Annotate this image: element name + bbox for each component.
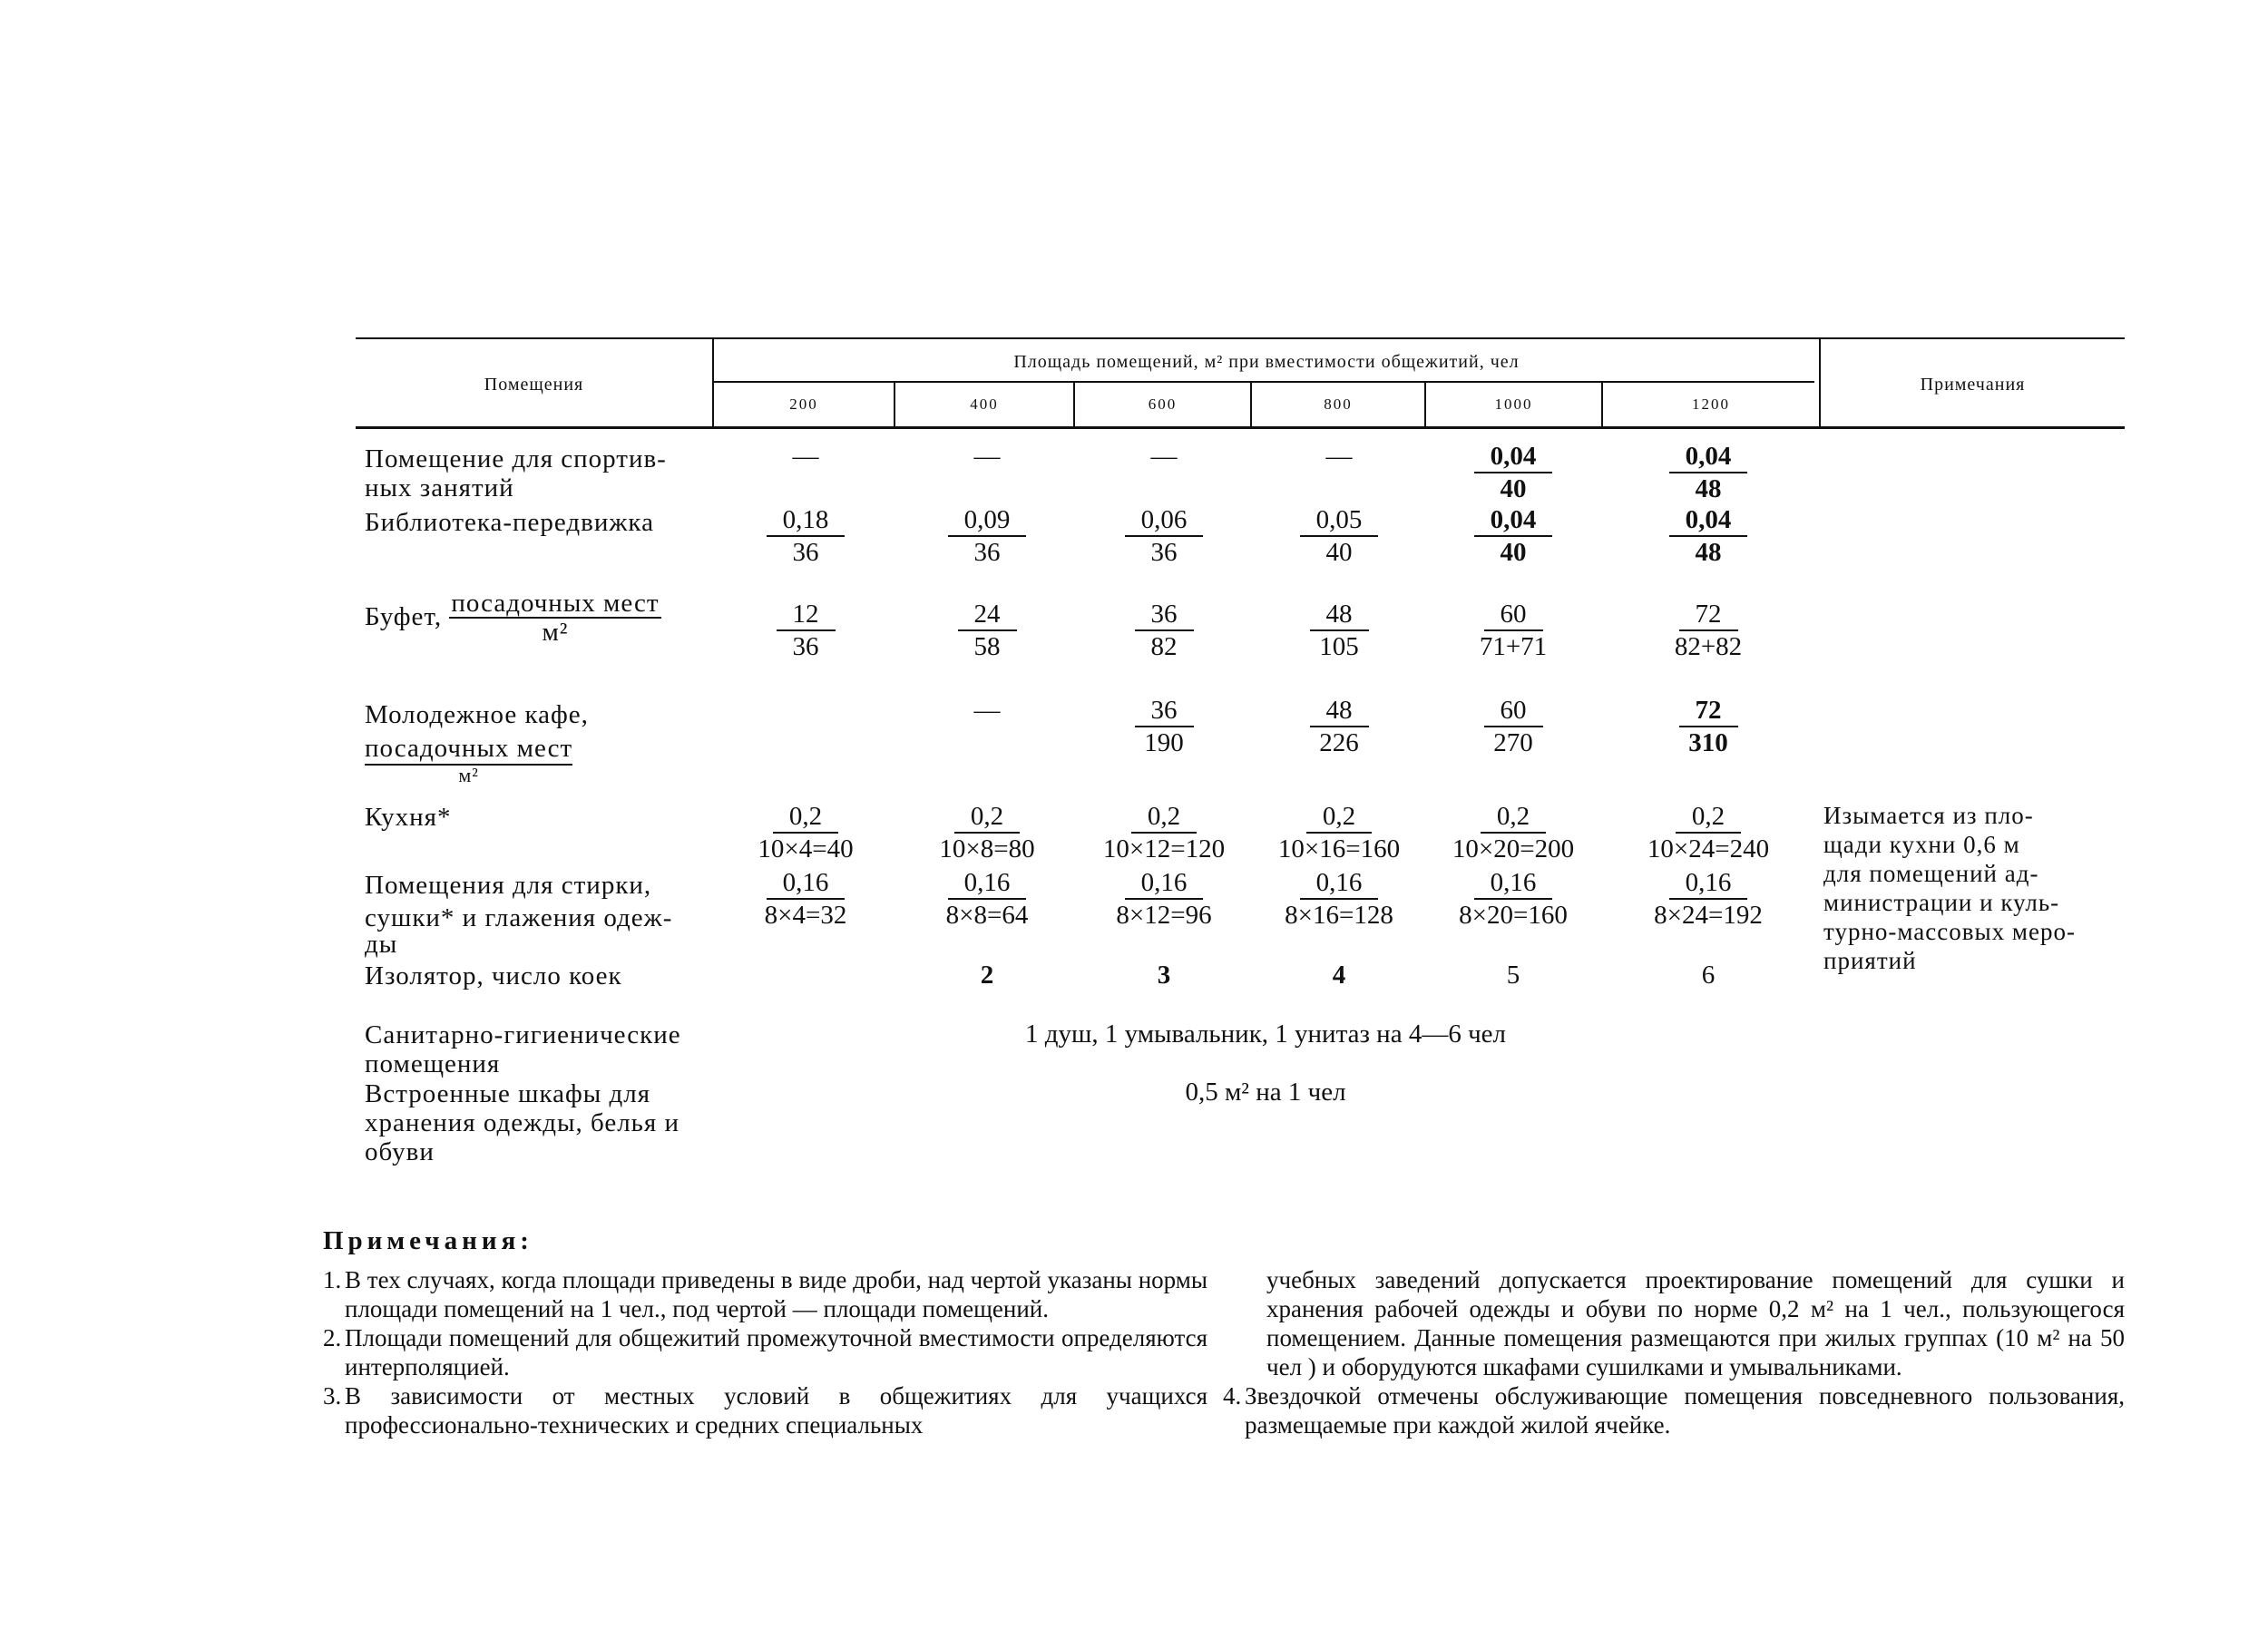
row-label-line: ды [365,930,398,959]
row-label-main: Буфет, [365,602,443,631]
row-label-line: Изолятор, число коек [365,961,622,990]
table-cell: — [792,442,819,471]
row-label-kitchen [365,803,452,832]
fraction-numerator: 0,05 [1300,504,1379,537]
fraction-denominator: 48 [1695,474,1722,503]
table-cell [1619,504,1797,568]
fraction-denominator: 10×20=200 [1452,834,1575,863]
table-cell [898,867,1076,931]
fraction-denominator: 10×4=40 [758,834,854,863]
header-rooms: Помещения [484,375,584,395]
notes-left-column [323,1265,1207,1439]
row-label-line: сушки* и глажения одеж- [365,903,673,932]
fraction-numerator: 0,16 [1125,867,1204,900]
fraction-numerator: посадочных мест [365,733,572,766]
row-label-sport [365,444,667,502]
fraction-denominator: 71+71 [1479,632,1548,661]
table-cell: 3 [1157,961,1171,990]
kitchen-remark [1823,801,2123,975]
note-number: 2. [323,1324,342,1351]
fraction-denominator: 8×8=64 [945,901,1029,930]
fraction-numerator: 0,16 [1474,867,1553,900]
fraction-numerator: 0,06 [1125,504,1204,537]
note-item [323,1381,1207,1439]
fraction-denominator: 10×8=80 [939,834,1035,863]
table-cell [1250,695,1428,758]
sanitary-norm: 1 душ, 1 умывальник, 1 унитаз на 4—6 чел [1024,1019,1506,1049]
remark-line: приятий [1823,947,1917,974]
row-label-line: Санитарно-гигиенические [365,1020,681,1049]
table-cell [1075,695,1253,758]
row-label-fraction [449,590,660,646]
row-label-line: Встроенные шкафы для [365,1079,651,1108]
note-number: 1. [323,1266,342,1293]
table-cell [1619,867,1797,931]
fraction-numerator: 0,18 [767,504,846,537]
row-label-line: хранения одежды, белья и [365,1108,680,1137]
table-cell [898,504,1076,568]
table-top-rule [356,337,2125,339]
table-cell: — [1325,442,1353,471]
table-cell [898,801,1076,864]
fraction-denominator: 36 [1150,538,1178,567]
table-cell [1075,801,1253,864]
fraction-numerator: 0,09 [948,504,1027,537]
table-cell [1424,441,1602,504]
fraction-denominator: 48 [1695,538,1722,567]
remark-line: министрации и куль- [1823,889,2060,916]
fraction-numerator: 0,2 [1676,801,1741,834]
notes-title: Примечания: [323,1226,533,1255]
fraction-numerator: 0,2 [773,801,838,834]
fraction-denominator: 40 [1325,538,1353,567]
fraction-numerator: 0,2 [1481,801,1546,834]
fraction-denominator: 40 [1500,474,1527,503]
fraction-numerator: 0,2 [1306,801,1372,834]
fraction-denominator: 8×16=128 [1285,901,1393,930]
capacity-1200: 1200 [1692,395,1730,413]
capacity-400: 400 [970,395,999,413]
fraction-denominator: 10×12=120 [1102,834,1226,863]
fraction-denominator: 36 [792,538,819,567]
note-text: В зависимости от местных условий в общежитиях для учащихся профессионально-технических и средних специальных [345,1382,1207,1439]
table-cell [1250,801,1428,864]
header-bottom-rule [356,426,2125,429]
fraction-denominator: м² [542,618,569,647]
fraction-numerator: 36 [1135,695,1194,727]
note-number: 4. [1223,1382,1242,1410]
fraction-numerator: 0,16 [1300,867,1379,900]
fraction-numerator: 12 [777,599,836,631]
fraction-numerator: 48 [1310,599,1369,631]
row-label-line: Молодежное кафе, [365,700,589,729]
table-cell [1619,599,1797,662]
fraction-numerator: 60 [1484,695,1543,727]
fraction-denominator: 270 [1493,728,1533,757]
fraction-denominator: 10×16=160 [1277,834,1401,863]
table-cell: — [973,442,1001,471]
note-text: Площади помещений для общежитий промежуточной вместимости определяются интерполяцией. [345,1324,1207,1380]
fraction-denominator: 36 [792,632,819,661]
table-cell [1424,867,1602,931]
remark-line: турно-массовых меро- [1823,918,2076,945]
table-cell [1619,695,1797,758]
fraction-denominator: 190 [1144,728,1184,757]
row-label-cafe [365,700,589,788]
table-cell: 2 [980,961,994,990]
note-item [323,1265,1207,1323]
table-cell [717,504,894,568]
fraction-numerator: 0,04 [1669,441,1748,473]
note-text: В тех случаях, когда площади приведены в виде дроби, над чертой указаны нормы площади помещений на 1 чел., под чертой — площади помещений. [345,1266,1207,1322]
row-label-line: обуви [365,1137,435,1166]
row-label-line: Кухня* [365,803,452,832]
capacity-200: 200 [789,395,818,413]
table-cell [1424,801,1602,864]
fraction-numerator: 0,2 [1131,801,1197,834]
note-item [323,1323,1207,1381]
fraction-numerator: 72 [1679,599,1738,631]
header-mid-rule [712,381,1814,383]
row-label-line: Помещения для стирки, [365,871,652,900]
note-item [1223,1381,2125,1439]
table-cell [1424,695,1602,758]
table-cell [717,801,894,864]
row-label-laundry [365,869,673,959]
fraction-denominator: м² [458,764,479,786]
remark-line: Изымается из пло- [1823,802,2034,829]
table-cell: 6 [1701,961,1716,990]
row-label-wardrobes [365,1079,679,1166]
fraction-denominator: 226 [1319,728,1359,757]
note-text: Звездочкой отмечены обслуживающие помещения повседневного пользования, размещаемые при каждой жилой ячейке. [1245,1382,2125,1439]
remark-line: для помещений ад- [1823,860,2039,887]
row-label-library [365,508,654,537]
header-vline [712,337,714,428]
capacity-800: 800 [1324,395,1353,413]
fraction-denominator: 105 [1319,632,1359,661]
row-label-line: помещения [365,1049,501,1078]
fraction-numerator: 0,04 [1474,504,1553,537]
fraction-numerator: 0,04 [1669,504,1748,537]
note-item [1245,1265,2125,1381]
remark-line: щади кухни 0,6 м [1823,831,2020,858]
capacity-600: 600 [1148,395,1178,413]
wardrobe-norm: 0,5 м² на 1 чел [1185,1078,1346,1107]
row-label-isolator [365,961,622,990]
fraction-denominator: 310 [1688,728,1728,757]
header-notes: Примечания [1920,375,2026,395]
header-area-caption: Площадь помещений, м² при вместимости общежитий, чел [1013,352,1520,372]
fraction-denominator: 8×4=32 [764,901,847,930]
fraction-numerator: 24 [958,599,1017,631]
fraction-numerator: 48 [1310,695,1369,727]
fraction-denominator: 36 [973,538,1001,567]
table-cell: 5 [1506,961,1520,990]
fraction-numerator: 0,16 [1669,867,1748,900]
fraction-denominator: 10×24=240 [1647,834,1770,863]
fraction-numerator: 0,2 [954,801,1020,834]
fraction-numerator: 60 [1484,599,1543,631]
row-label-line: ных занятий [365,473,514,502]
fraction-numerator: 0,16 [767,867,846,900]
table-cell [1250,599,1428,662]
fraction-numerator: посадочных мест [451,589,660,618]
row-label-fraction [365,733,572,785]
table-cell [717,867,894,931]
table-cell [1075,867,1253,931]
capacity-1000: 1000 [1494,395,1533,413]
fraction-denominator: 82+82 [1674,632,1743,661]
fraction-denominator: 58 [973,632,1001,661]
note-text: учебных заведений допускается проектирование помещений для сушки и хранения рабочей одежды и обуви по норме 0,2 м² на 1 чел., пользующегося помещением. Данные помещения размещаются при жилых группах (10 м² на 50 чел ) и оборудуются шкафами сушилками и умывальниками. [1266,1266,2125,1380]
table-cell [1250,867,1428,931]
note-number: 3. [323,1382,342,1410]
table-cell [1075,599,1253,662]
fraction-numerator: 0,04 [1474,441,1553,473]
table-cell: 4 [1332,961,1346,990]
fraction-numerator: 0,16 [948,867,1027,900]
fraction-denominator: 40 [1500,538,1527,567]
row-label-sanitary [365,1020,681,1078]
table-cell [1619,801,1797,864]
table-cell [717,599,894,662]
row-label-line: Библиотека-передвижка [365,508,654,537]
fraction-numerator: 36 [1135,599,1194,631]
table-cell: — [973,696,1001,725]
fraction-denominator: 8×20=160 [1459,901,1568,930]
table-cell [1250,504,1428,568]
fraction-numerator: 72 [1679,695,1738,727]
table-cell [1424,599,1602,662]
notes-right-column [1223,1265,2125,1439]
fraction-denominator: 8×12=96 [1116,901,1212,930]
fraction-denominator: 8×24=192 [1654,901,1763,930]
table-cell [1619,441,1797,504]
table-cell [1424,504,1602,568]
table-cell [898,599,1076,662]
row-label-buffet [365,590,661,647]
table-cell: — [1150,442,1178,471]
table-cell [1075,504,1253,568]
row-label-line: Помещение для спортив- [365,444,667,473]
fraction-denominator: 82 [1150,632,1178,661]
